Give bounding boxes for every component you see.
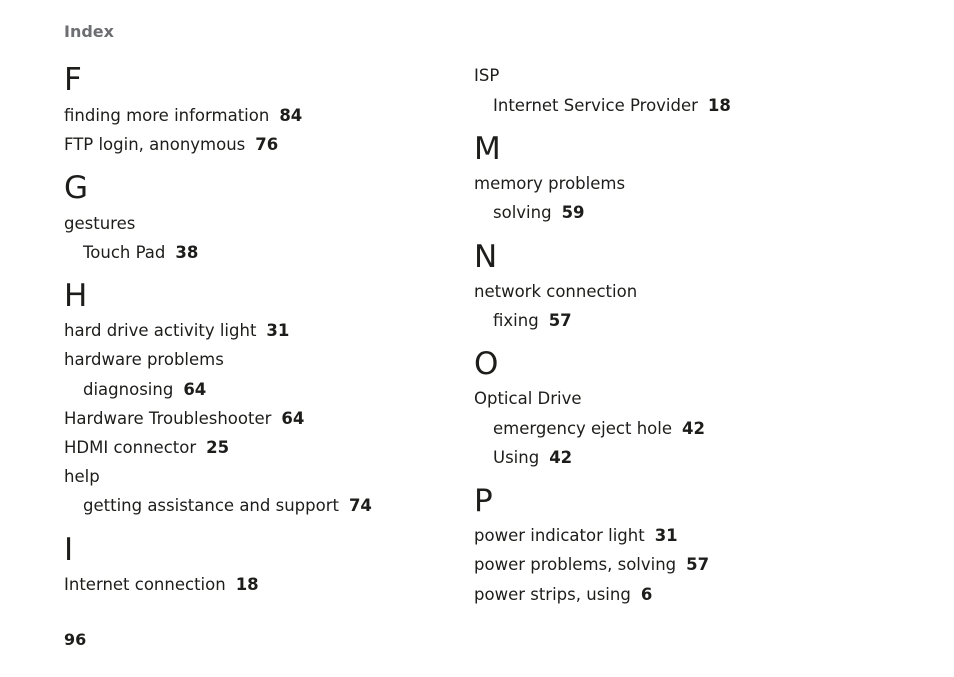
index-entry: help (64, 467, 100, 486)
index-subentry: Touch Pad 38 (83, 243, 199, 262)
page-ref: 42 (549, 448, 573, 467)
index-letter-f: F (64, 62, 82, 98)
index-entry: gestures (64, 214, 136, 233)
index-entry: Optical Drive (474, 389, 582, 408)
page-ref: 38 (175, 243, 199, 262)
page-ref: 64 (281, 409, 305, 428)
index-subentry: Using 42 (493, 448, 573, 467)
index-entry: ISP (474, 66, 500, 85)
index-entry: power strips, using 6 (474, 585, 653, 604)
index-entry: finding more information 84 (64, 106, 303, 125)
page-ref: 57 (548, 311, 572, 330)
index-entry: network connection (474, 282, 638, 301)
index-entry: Internet connection 18 (64, 575, 259, 594)
index-entry: hard drive activity light 31 (64, 321, 290, 340)
page-ref: 31 (654, 526, 678, 545)
index-letter-n: N (474, 239, 498, 275)
index-letter-p: P (474, 483, 493, 519)
page-number: 96 (64, 630, 87, 649)
page-ref: 76 (255, 135, 279, 154)
page-ref: 64 (183, 380, 207, 399)
index-entry: HDMI connector 25 (64, 438, 230, 457)
page-ref: 84 (279, 106, 303, 125)
index-subentry: getting assistance and support 74 (83, 496, 372, 515)
index-entry: power problems, solving 57 (474, 555, 710, 574)
index-letter-h: H (64, 278, 88, 314)
index-subentry: fixing 57 (493, 311, 572, 330)
index-entry: memory problems (474, 174, 626, 193)
index-letter-o: O (474, 346, 499, 382)
index-letter-m: M (474, 131, 501, 167)
index-subentry: diagnosing 64 (83, 380, 207, 399)
index-letter-g: G (64, 170, 89, 206)
page-ref: 6 (640, 585, 653, 604)
index-entry: power indicator light 31 (474, 526, 678, 545)
page-ref: 18 (235, 575, 259, 594)
page-ref: 31 (266, 321, 290, 340)
index-subentry: emergency eject hole 42 (493, 419, 705, 438)
page-ref: 59 (561, 203, 585, 222)
index-entry: FTP login, anonymous 76 (64, 135, 279, 154)
running-header: Index (64, 22, 114, 41)
page-ref: 42 (682, 419, 705, 438)
index-subentry: solving 59 (493, 203, 585, 222)
page-ref: 25 (206, 438, 230, 457)
page-ref: 57 (686, 555, 710, 574)
index-subentry: Internet Service Provider 18 (493, 96, 731, 115)
index-entry: Hardware Troubleshooter 64 (64, 409, 305, 428)
index-letter-i: I (64, 532, 74, 568)
page-ref: 74 (348, 496, 372, 515)
index-entry: hardware problems (64, 350, 224, 369)
page-ref: 18 (707, 96, 731, 115)
